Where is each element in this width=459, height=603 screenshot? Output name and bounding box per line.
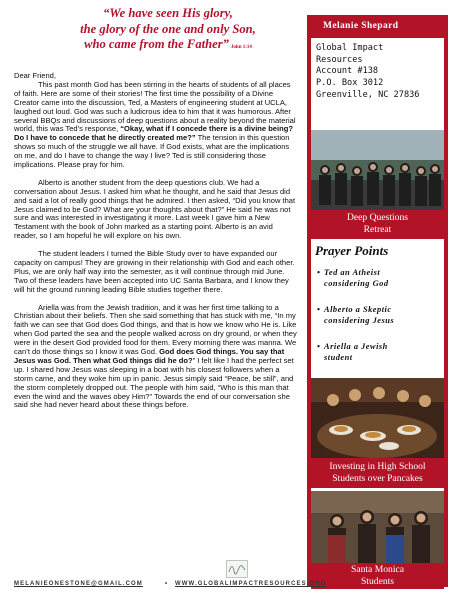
signature-image (226, 560, 248, 578)
footer-website-link[interactable]: WWW.GLOBALIMPACTRESOURCES.ORG (175, 581, 327, 587)
paragraph-alberto: Alberto is another student from the deep questions club. We had a conversation about Jesus. I asked him what he thought, and he said that Jesus did and said a lot of really good things that he admired. I then asked, “Did you know that Jesus claimed to be God? What are your thoughts about that?” He said he was not sure and was interested in investigating it more. Last week I gave him a New Testament with the book of John marked as a starting point. Alberto is an avid reader, so I am hopeful he will explore on his own. (14, 177, 296, 241)
quote-line-2: the glory of the one and only Son, (80, 21, 256, 36)
sidebar (307, 15, 448, 587)
ariella-quote: God does God things. You say that Jesus was God. Then what God things did he do? (14, 347, 285, 365)
santa-monica-photo-image (311, 491, 444, 563)
quote-line-3: who came from the Father” (84, 37, 229, 51)
header-quote (34, 6, 302, 56)
ted-quote: “Okay, what if I concede there is a divine being? Do I have to concede that he directly created me?” (14, 124, 293, 143)
quote-line-1: “We have seen His glory, (103, 6, 233, 20)
paragraph-leaders: The student leaders I turned the Bible Study over to have expanded our capacity on campus! They are growing in their relationship with God and each other. Plus, we are only half way into the semester, as it will continue through mid June. Two of these leaders have been accepted into UC Santa Barbara, and I know they will hit the ground running leading Bible studies together there. (14, 249, 295, 294)
footer-separator: • (165, 581, 169, 587)
photo-pancakes (311, 378, 444, 488)
missionary-name: Melanie Shepard (311, 19, 444, 38)
prayer-point-ariella: • Ariella a Jewish student (317, 341, 440, 363)
letter-body (14, 72, 298, 419)
caption-santa-monica: Santa Monica Students (311, 563, 444, 589)
paragraph-ted: This past month God has been stirring in the hearts of students of all places of faith. Here are some of their stories! The first time the possibility of a Divine Creator came into the discussion, Ted, a Masters of engineering student at UCLA, laughed out loud. God was such a ludicrous idea to him that it was humorous. After several BBQs and discussions of deep questions about a reality beyond the material world, this was Ted’s response, “Okay, what if I concede there is a divine being? Do I have to concede that he directly created me?” The tension in this question shows so much of the struggle we all have. If God exists, what are the implications on me, and do I have to change the way I live? Ted is still considering those implications. Please pray for him. (14, 79, 296, 170)
prayer-point-alberto: • Alberto a Skeptic considering Jesus (317, 304, 440, 326)
photo-santa-monica (311, 491, 444, 589)
quote-reference: John 1:14 (230, 45, 252, 50)
footer (14, 578, 327, 592)
prayer-points-list (311, 263, 444, 363)
paragraph-ariella: Ariella was from the Jewish tradition, and it was her first time talking to a Christian about their beliefs. Then she said something that has stuck with me, “In my faith we can see that God does God things, and that is how we know who He is. Like when God parted the sea and the people walked across on dry ground, or when they were in the desert God provided food for them. Every morning there was manna. We can’t do those things so I know it was God. God does God things. You say that Jesus was God. Then what God things did he do?” I felt like I had the perfect set up. I shared how Jesus was sleeping in a boat with his closest followers when a storm came, and they woke him up in panic. Jesus simply said “Peace, be still”, and the storm completely dropped out. The people with him said, “Who is this man that even the wind and the waves obey Him?” Towards the end of our conversation she said she had never heard about these things before. (14, 302, 297, 410)
caption-pancakes: Investing in High School Students over Pancakes (311, 458, 444, 488)
prayer-points-title: Prayer Points (315, 243, 389, 258)
caption-retreat: Deep Questions Retreat (311, 210, 444, 239)
signature-scribble (227, 561, 247, 577)
photo-deep-questions-retreat (311, 130, 444, 239)
prayer-point-ted: • Ted an Atheist considering God (317, 267, 440, 289)
pancakes-photo-image (311, 378, 444, 458)
footer-email-link[interactable]: MELANIEONESTONE@GMAIL.COM (14, 581, 143, 587)
group-photo-image (311, 130, 444, 210)
salutation: Dear Friend, (14, 71, 56, 80)
org-address: Global Impact Resources Account #138 P.O. Box 3012 Greenville, NC 27836 (311, 38, 444, 130)
